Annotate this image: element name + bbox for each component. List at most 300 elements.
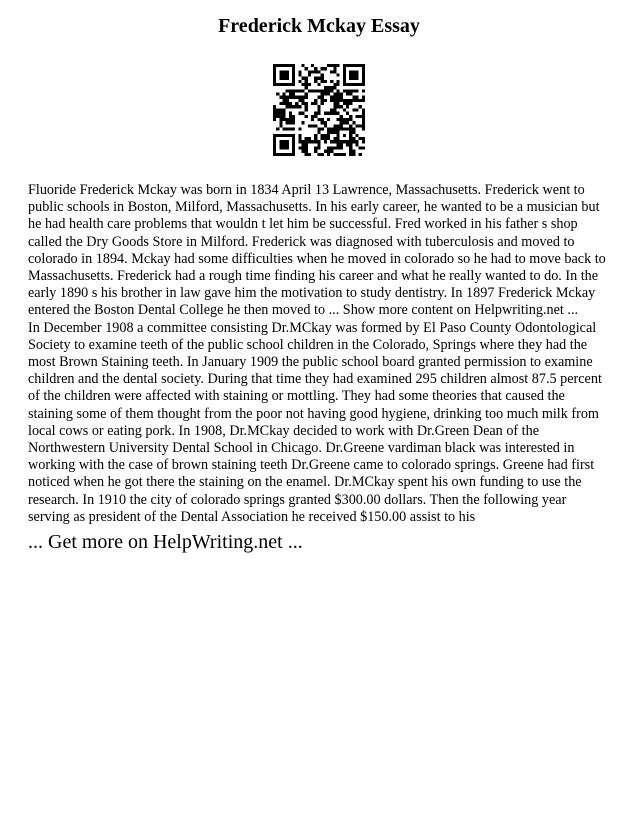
qr-module bbox=[292, 134, 295, 137]
qr-module bbox=[352, 99, 355, 102]
qr-module bbox=[292, 64, 295, 67]
qr-module bbox=[311, 89, 314, 92]
qr-module bbox=[302, 146, 305, 149]
qr-module bbox=[276, 64, 279, 67]
qr-module bbox=[279, 140, 282, 143]
qr-module bbox=[273, 143, 276, 146]
qr-module bbox=[336, 105, 339, 108]
qr-module bbox=[292, 96, 295, 99]
qr-module bbox=[273, 74, 276, 77]
qr-module bbox=[346, 143, 349, 146]
qr-module bbox=[336, 140, 339, 143]
qr-module bbox=[317, 108, 320, 111]
qr-module bbox=[330, 99, 333, 102]
qr-module bbox=[352, 96, 355, 99]
qr-module bbox=[317, 127, 320, 130]
qr-module bbox=[362, 127, 365, 130]
qr-module bbox=[276, 127, 279, 130]
qr-module bbox=[311, 140, 314, 143]
qr-module bbox=[283, 102, 286, 105]
qr-module bbox=[305, 137, 308, 140]
qr-module bbox=[286, 99, 289, 102]
qr-module bbox=[273, 108, 276, 111]
qr-module bbox=[283, 77, 286, 80]
qr-module bbox=[279, 108, 282, 111]
qr-module bbox=[352, 137, 355, 140]
qr-module bbox=[346, 89, 349, 92]
qr-module bbox=[362, 124, 365, 127]
qr-module bbox=[362, 108, 365, 111]
qr-module bbox=[302, 89, 305, 92]
qr-module bbox=[324, 124, 327, 127]
qr-module bbox=[340, 127, 343, 130]
qr-module bbox=[324, 89, 327, 92]
qr-module bbox=[349, 70, 352, 73]
qr-code-icon[interactable] bbox=[273, 64, 365, 156]
qr-module bbox=[292, 121, 295, 124]
qr-module bbox=[327, 118, 330, 121]
qr-module bbox=[279, 102, 282, 105]
qr-module bbox=[362, 70, 365, 73]
qr-module bbox=[302, 77, 305, 80]
qr-module bbox=[355, 108, 358, 111]
qr-module bbox=[336, 112, 339, 115]
qr-module bbox=[359, 124, 362, 127]
qr-module bbox=[292, 140, 295, 143]
qr-module bbox=[330, 89, 333, 92]
qr-module bbox=[336, 146, 339, 149]
qr-module bbox=[333, 93, 336, 96]
qr-module bbox=[302, 112, 305, 115]
qr-module bbox=[292, 80, 295, 83]
qr-module bbox=[273, 153, 276, 156]
qr-module bbox=[305, 77, 308, 80]
qr-module bbox=[276, 108, 279, 111]
qr-module bbox=[289, 83, 292, 86]
qr-module bbox=[279, 146, 282, 149]
get-more-link[interactable]: ... Get more on HelpWriting.net ... bbox=[28, 531, 303, 553]
qr-module bbox=[286, 83, 289, 86]
qr-module bbox=[324, 67, 327, 70]
qr-module bbox=[273, 137, 276, 140]
qr-module bbox=[330, 140, 333, 143]
qr-module bbox=[273, 83, 276, 86]
qr-module bbox=[336, 118, 339, 121]
qr-module bbox=[355, 89, 358, 92]
qr-module bbox=[279, 64, 282, 67]
qr-module bbox=[321, 96, 324, 99]
qr-module bbox=[362, 64, 365, 67]
qr-module bbox=[295, 89, 298, 92]
qr-module bbox=[349, 131, 352, 134]
qr-module bbox=[359, 146, 362, 149]
qr-module bbox=[314, 137, 317, 140]
qr-module bbox=[283, 112, 286, 115]
qr-module bbox=[336, 96, 339, 99]
qr-module bbox=[349, 99, 352, 102]
qr-module bbox=[349, 143, 352, 146]
qr-module bbox=[327, 86, 330, 89]
qr-module bbox=[336, 102, 339, 105]
qr-module bbox=[355, 64, 358, 67]
qr-module bbox=[273, 112, 276, 115]
qr-module bbox=[273, 146, 276, 149]
qr-module bbox=[355, 134, 358, 137]
qr-module bbox=[314, 67, 317, 70]
qr-module bbox=[330, 131, 333, 134]
qr-module bbox=[340, 115, 343, 118]
qr-module bbox=[343, 83, 346, 86]
qr-module bbox=[305, 108, 308, 111]
qr-module bbox=[352, 140, 355, 143]
qr-module bbox=[305, 86, 308, 89]
qr-module bbox=[321, 127, 324, 130]
qr-module bbox=[330, 150, 333, 153]
qr-module bbox=[321, 80, 324, 83]
qr-module bbox=[292, 83, 295, 86]
qr-module bbox=[362, 74, 365, 77]
qr-module bbox=[333, 108, 336, 111]
qr-module bbox=[305, 150, 308, 153]
qr-module bbox=[349, 127, 352, 130]
qr-module bbox=[336, 134, 339, 137]
qr-module bbox=[333, 112, 336, 115]
qr-module bbox=[330, 64, 333, 67]
qr-module bbox=[355, 140, 358, 143]
qr-module bbox=[352, 64, 355, 67]
qr-module bbox=[317, 105, 320, 108]
qr-module bbox=[336, 89, 339, 92]
qr-module bbox=[352, 121, 355, 124]
qr-module bbox=[327, 153, 330, 156]
qr-module bbox=[327, 112, 330, 115]
qr-module bbox=[292, 150, 295, 153]
qr-module bbox=[327, 64, 330, 67]
qr-module bbox=[286, 70, 289, 73]
qr-module bbox=[276, 83, 279, 86]
qr-module bbox=[333, 153, 336, 156]
qr-module bbox=[273, 140, 276, 143]
qr-module bbox=[343, 77, 346, 80]
qr-module bbox=[336, 93, 339, 96]
essay-body bbox=[28, 182, 610, 526]
qr-module bbox=[340, 118, 343, 121]
qr-module bbox=[330, 108, 333, 111]
qr-module bbox=[346, 140, 349, 143]
qr-module bbox=[273, 150, 276, 153]
qr-module bbox=[321, 89, 324, 92]
qr-module bbox=[283, 108, 286, 111]
qr-module bbox=[359, 64, 362, 67]
qr-module bbox=[289, 64, 292, 67]
qr-module bbox=[340, 96, 343, 99]
qr-module bbox=[298, 134, 301, 137]
qr-module bbox=[340, 105, 343, 108]
qr-module bbox=[279, 153, 282, 156]
qr-module bbox=[346, 118, 349, 121]
qr-module bbox=[273, 77, 276, 80]
qr-module bbox=[298, 74, 301, 77]
qr-module bbox=[279, 143, 282, 146]
qr-module bbox=[311, 64, 314, 67]
qr-module bbox=[343, 140, 346, 143]
qr-module bbox=[333, 86, 336, 89]
qr-module bbox=[308, 140, 311, 143]
qr-module bbox=[283, 99, 286, 102]
essay-paragraph-1: Fluoride Frederick Mckay was born in 1834 April 13 Lawrence, Massachusetts. Frederick went to public schools in Boston, Milford, Massachusetts. In his early career, he wanted to be a musician but he had health care problems that wouldn t let him be successful. Fred worked in his father s shop called the Dry Goods Store in Milford. Frederick was diagnosed with tuberculosis and moved to colorado in 1894. Mckay had some difficulties when he moved in colorado so he had to move back to Massachusetts. Frederick had a rough time finding his career and what he really wanted to do. In the early 1890 s his brother in law gave him the motivation to study dentistry. In 1897 Frederick Mckay entered the Boston Dental College he then moved to ... Show more content on Helpwriting.net ... bbox=[28, 182, 606, 319]
qr-module bbox=[279, 77, 282, 80]
qr-module bbox=[289, 118, 292, 121]
qr-module bbox=[289, 153, 292, 156]
qr-module bbox=[298, 146, 301, 149]
qr-module bbox=[276, 153, 279, 156]
qr-module bbox=[273, 70, 276, 73]
qr-module bbox=[308, 89, 311, 92]
qr-module bbox=[349, 124, 352, 127]
qr-module bbox=[321, 134, 324, 137]
qr-module bbox=[286, 153, 289, 156]
qr-module bbox=[324, 80, 327, 83]
qr-module bbox=[333, 146, 336, 149]
qr-module bbox=[321, 121, 324, 124]
qr-module bbox=[286, 74, 289, 77]
qr-module bbox=[359, 137, 362, 140]
qr-module bbox=[292, 74, 295, 77]
qr-module bbox=[289, 105, 292, 108]
qr-module bbox=[343, 102, 346, 105]
qr-module bbox=[305, 153, 308, 156]
qr-module bbox=[298, 99, 301, 102]
qr-module bbox=[279, 115, 282, 118]
qr-module bbox=[302, 140, 305, 143]
qr-module bbox=[362, 121, 365, 124]
qr-module bbox=[349, 74, 352, 77]
qr-module bbox=[295, 102, 298, 105]
qr-module bbox=[324, 140, 327, 143]
qr-module bbox=[359, 153, 362, 156]
qr-module bbox=[349, 83, 352, 86]
qr-module bbox=[276, 93, 279, 96]
qr-module bbox=[308, 70, 311, 73]
qr-module bbox=[349, 150, 352, 153]
qr-module bbox=[336, 143, 339, 146]
qr-module bbox=[336, 99, 339, 102]
qr-module bbox=[311, 124, 314, 127]
qr-module bbox=[324, 112, 327, 115]
qr-module bbox=[314, 77, 317, 80]
qr-module bbox=[286, 64, 289, 67]
qr-module bbox=[346, 105, 349, 108]
qr-module bbox=[327, 137, 330, 140]
qr-module bbox=[283, 70, 286, 73]
qr-module bbox=[362, 89, 365, 92]
qr-module bbox=[333, 140, 336, 143]
qr-module bbox=[298, 105, 301, 108]
qr-module bbox=[349, 64, 352, 67]
qr-module bbox=[292, 93, 295, 96]
qr-module bbox=[289, 102, 292, 105]
qr-module bbox=[336, 137, 339, 140]
qr-module bbox=[286, 89, 289, 92]
qr-module bbox=[349, 102, 352, 105]
qr-module bbox=[292, 89, 295, 92]
qr-module bbox=[362, 96, 365, 99]
qr-module bbox=[317, 143, 320, 146]
qr-module bbox=[295, 105, 298, 108]
qr-module bbox=[333, 96, 336, 99]
qr-module bbox=[308, 124, 311, 127]
qr-module bbox=[314, 124, 317, 127]
qr-module bbox=[333, 127, 336, 130]
qr-module bbox=[321, 77, 324, 80]
qr-module bbox=[279, 96, 282, 99]
qr-module bbox=[308, 74, 311, 77]
qr-module bbox=[343, 99, 346, 102]
qr-module bbox=[302, 64, 305, 67]
qr-module bbox=[340, 140, 343, 143]
qr-module bbox=[292, 115, 295, 118]
qr-module bbox=[314, 146, 317, 149]
qr-module bbox=[355, 143, 358, 146]
qr-module bbox=[336, 127, 339, 130]
qr-module bbox=[336, 153, 339, 156]
qr-module bbox=[292, 67, 295, 70]
qr-module bbox=[279, 112, 282, 115]
qr-module bbox=[311, 70, 314, 73]
qr-module bbox=[286, 102, 289, 105]
qr-module bbox=[327, 89, 330, 92]
qr-module bbox=[333, 70, 336, 73]
qr-module bbox=[279, 118, 282, 121]
qr-module bbox=[359, 99, 362, 102]
qr-module bbox=[311, 115, 314, 118]
qr-module bbox=[362, 118, 365, 121]
qr-module bbox=[289, 96, 292, 99]
qr-module bbox=[289, 127, 292, 130]
qr-module bbox=[324, 150, 327, 153]
qr-module bbox=[349, 134, 352, 137]
qr-module bbox=[298, 137, 301, 140]
qr-module bbox=[298, 80, 301, 83]
qr-module bbox=[343, 70, 346, 73]
qr-module bbox=[327, 134, 330, 137]
qr-module bbox=[336, 64, 339, 67]
qr-module bbox=[333, 99, 336, 102]
qr-module bbox=[286, 77, 289, 80]
qr-module bbox=[333, 105, 336, 108]
qr-module bbox=[308, 153, 311, 156]
qr-module bbox=[343, 121, 346, 124]
qr-module bbox=[352, 77, 355, 80]
qr-module bbox=[289, 112, 292, 115]
qr-module bbox=[314, 150, 317, 153]
qr-module bbox=[327, 93, 330, 96]
qr-module bbox=[324, 93, 327, 96]
qr-module bbox=[302, 83, 305, 86]
qr-module bbox=[317, 131, 320, 134]
qr-module bbox=[346, 83, 349, 86]
qr-module bbox=[314, 112, 317, 115]
qr-module bbox=[349, 115, 352, 118]
qr-module bbox=[283, 146, 286, 149]
qr-module bbox=[279, 70, 282, 73]
qr-module bbox=[292, 137, 295, 140]
qr-module bbox=[330, 70, 333, 73]
qr-module bbox=[321, 137, 324, 140]
qr-module bbox=[317, 89, 320, 92]
qr-module bbox=[292, 153, 295, 156]
qr-module bbox=[327, 127, 330, 130]
qr-module bbox=[302, 102, 305, 105]
qr-module bbox=[292, 70, 295, 73]
qr-module bbox=[362, 83, 365, 86]
qr-module bbox=[352, 74, 355, 77]
qr-module bbox=[314, 102, 317, 105]
qr-module bbox=[333, 124, 336, 127]
qr-module bbox=[333, 131, 336, 134]
qr-module bbox=[352, 70, 355, 73]
qr-module bbox=[302, 150, 305, 153]
qr-module bbox=[324, 86, 327, 89]
qr-module bbox=[355, 83, 358, 86]
qr-module bbox=[276, 112, 279, 115]
qr-module bbox=[273, 105, 276, 108]
qr-module bbox=[286, 140, 289, 143]
qr-module bbox=[305, 102, 308, 105]
qr-module bbox=[321, 67, 324, 70]
qr-module bbox=[292, 105, 295, 108]
qr-module bbox=[336, 80, 339, 83]
qr-module bbox=[324, 134, 327, 137]
qr-module bbox=[314, 134, 317, 137]
qr-module bbox=[355, 115, 358, 118]
qr-module bbox=[305, 143, 308, 146]
qr-module bbox=[333, 102, 336, 105]
qr-module bbox=[321, 74, 324, 77]
qr-module bbox=[346, 93, 349, 96]
qr-module bbox=[340, 143, 343, 146]
qr-module bbox=[336, 83, 339, 86]
qr-module bbox=[333, 67, 336, 70]
qr-module bbox=[321, 102, 324, 105]
qr-module bbox=[283, 115, 286, 118]
qr-module bbox=[302, 143, 305, 146]
qr-module bbox=[349, 153, 352, 156]
qr-module bbox=[317, 112, 320, 115]
qr-module bbox=[302, 121, 305, 124]
qr-module bbox=[327, 146, 330, 149]
qr-module bbox=[362, 99, 365, 102]
qr-module bbox=[286, 121, 289, 124]
qr-module bbox=[305, 105, 308, 108]
qr-module bbox=[273, 134, 276, 137]
qr-module bbox=[273, 67, 276, 70]
qr-module bbox=[343, 153, 346, 156]
qr-module bbox=[279, 83, 282, 86]
qr-module bbox=[292, 118, 295, 121]
qr-module bbox=[352, 153, 355, 156]
qr-module bbox=[298, 96, 301, 99]
qr-module bbox=[321, 93, 324, 96]
qr-module bbox=[340, 93, 343, 96]
qr-module bbox=[286, 118, 289, 121]
qr-module bbox=[330, 86, 333, 89]
qr-module bbox=[298, 112, 301, 115]
qr-module bbox=[349, 140, 352, 143]
qr-module bbox=[279, 134, 282, 137]
qr-module bbox=[314, 99, 317, 102]
qr-module bbox=[346, 99, 349, 102]
